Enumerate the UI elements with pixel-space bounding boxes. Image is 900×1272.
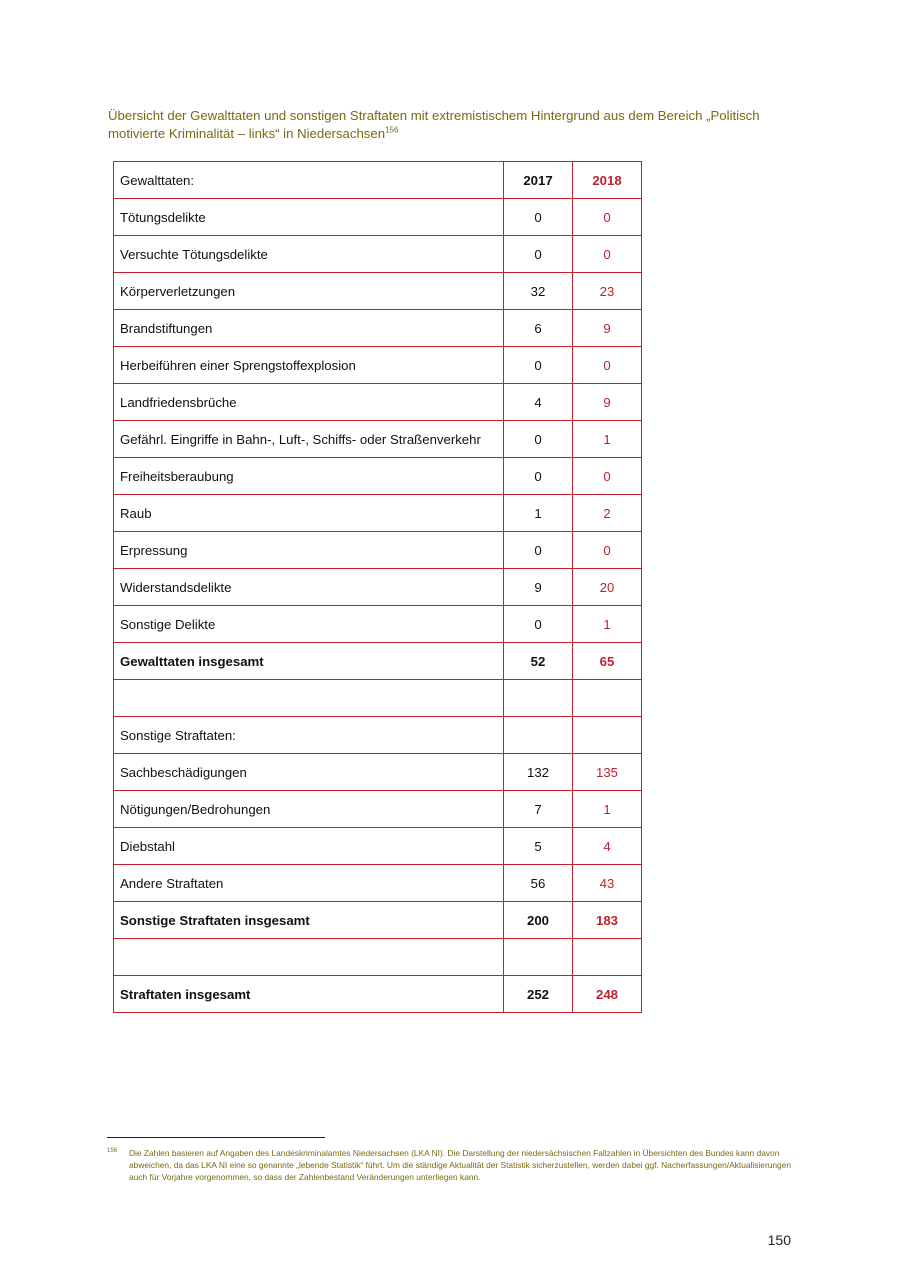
value-2018: 9 (573, 384, 642, 421)
row-label: Gefährl. Eingriffe in Bahn-, Luft-, Schiffs- oder Straßenverkehr (114, 421, 504, 458)
row-label: Erpressung (114, 532, 504, 569)
value-2018 (573, 939, 642, 976)
row-label: Freiheitsberaubung (114, 458, 504, 495)
value-2018: 4 (573, 828, 642, 865)
row-label: Tötungsdelikte (114, 199, 504, 236)
footnote-text: Die Zahlen basieren auf Angaben des Landeskriminalamtes Niedersachsen (LKA NI). Die Darstellung der niedersächsischen Fallzahlen in Übersichten des Bundes kann davon abweichen, da das LKA NI eine so genannte „lebende Statistik“ führt. Um die ständige Aktualität der Statistik sicherzustellen, werden dabei ggf. Nacherfassungen/Aktualisierungen auch für Vorjahre vorgenommen, so dass der Zahlenbestand Veränderungen unterliegen kann. (129, 1148, 792, 1182)
value-2017: 0 (504, 421, 573, 458)
page-number: 150 (767, 1232, 791, 1248)
row-label: Sachbeschädigungen (114, 754, 504, 791)
table-row (114, 754, 642, 791)
value-2017: 32 (504, 273, 573, 310)
section-header-row (114, 717, 642, 754)
spacer-row (114, 680, 642, 717)
row-label: Raub (114, 495, 504, 532)
value-2018: 1 (573, 791, 642, 828)
header-label: Gewalttaten: (114, 162, 504, 199)
row-label: Diebstahl (114, 828, 504, 865)
row-label (114, 680, 504, 717)
value-2017: 6 (504, 310, 573, 347)
row-label: Landfriedensbrüche (114, 384, 504, 421)
table-header-row (114, 162, 642, 199)
table-row (114, 384, 642, 421)
value-2018: 0 (573, 458, 642, 495)
value-2017: 132 (504, 754, 573, 791)
value-2018: 1 (573, 421, 642, 458)
value-2017: 0 (504, 532, 573, 569)
value-2017: 252 (504, 976, 573, 1013)
value-2017: 9 (504, 569, 573, 606)
table-row (114, 569, 642, 606)
value-2018 (573, 717, 642, 754)
row-label: Versuchte Tötungsdelikte (114, 236, 504, 273)
value-2018: 248 (573, 976, 642, 1013)
value-2017: 4 (504, 384, 573, 421)
total-row-other (114, 902, 642, 939)
value-2017 (504, 680, 573, 717)
table-row (114, 421, 642, 458)
row-label (114, 939, 504, 976)
row-label: Sonstige Delikte (114, 606, 504, 643)
value-2017: 0 (504, 199, 573, 236)
value-2018 (573, 680, 642, 717)
table-row (114, 236, 642, 273)
total-row-violent (114, 643, 642, 680)
table-row (114, 199, 642, 236)
grand-total-row (114, 976, 642, 1013)
value-2018: 43 (573, 865, 642, 902)
value-2018: 23 (573, 273, 642, 310)
spacer-row (114, 939, 642, 976)
value-2017: 7 (504, 791, 573, 828)
footnote-divider (107, 1137, 325, 1138)
table-row (114, 532, 642, 569)
footnote-reference: 156 (385, 125, 399, 135)
row-label: Gewalttaten insgesamt (114, 643, 504, 680)
value-2017: 0 (504, 347, 573, 384)
table-row (114, 347, 642, 384)
row-label: Herbeiführen einer Sprengstoffexplosion (114, 347, 504, 384)
value-2017: 0 (504, 606, 573, 643)
header-year-2017: 2017 (504, 162, 573, 199)
table-row (114, 828, 642, 865)
row-label: Brandstiftungen (114, 310, 504, 347)
row-label: Sonstige Straftaten insgesamt (114, 902, 504, 939)
value-2017: 1 (504, 495, 573, 532)
table-row (114, 310, 642, 347)
row-label: Körperverletzungen (114, 273, 504, 310)
value-2018: 135 (573, 754, 642, 791)
footnote (107, 1147, 797, 1183)
value-2017 (504, 939, 573, 976)
value-2018: 1 (573, 606, 642, 643)
value-2018: 9 (573, 310, 642, 347)
value-2017: 56 (504, 865, 573, 902)
value-2018: 20 (573, 569, 642, 606)
value-2017: 0 (504, 458, 573, 495)
value-2018: 65 (573, 643, 642, 680)
table-row (114, 273, 642, 310)
value-2017: 5 (504, 828, 573, 865)
value-2017 (504, 717, 573, 754)
value-2018: 183 (573, 902, 642, 939)
table-caption (108, 107, 798, 143)
value-2018: 2 (573, 495, 642, 532)
caption-text: Übersicht der Gewalttaten und sonstigen Straftaten mit extremistischem Hintergrund aus dem Bereich „Politisch motivierte Kriminalität – links“ in Niedersachsen (108, 108, 760, 141)
value-2017: 52 (504, 643, 573, 680)
row-label: Straftaten insgesamt (114, 976, 504, 1013)
header-year-2018: 2018 (573, 162, 642, 199)
row-label: Nötigungen/Bedrohungen (114, 791, 504, 828)
footnote-number: 156 (107, 1148, 118, 1154)
table-row (114, 458, 642, 495)
table-row (114, 865, 642, 902)
row-label: Sonstige Straftaten: (114, 717, 504, 754)
value-2018: 0 (573, 532, 642, 569)
value-2018: 0 (573, 236, 642, 273)
table-row (114, 791, 642, 828)
value-2017: 200 (504, 902, 573, 939)
value-2018: 0 (573, 199, 642, 236)
value-2017: 0 (504, 236, 573, 273)
statistics-table (113, 161, 642, 1013)
row-label: Widerstandsdelikte (114, 569, 504, 606)
table-row (114, 495, 642, 532)
row-label: Andere Straftaten (114, 865, 504, 902)
table-row (114, 606, 642, 643)
value-2018: 0 (573, 347, 642, 384)
